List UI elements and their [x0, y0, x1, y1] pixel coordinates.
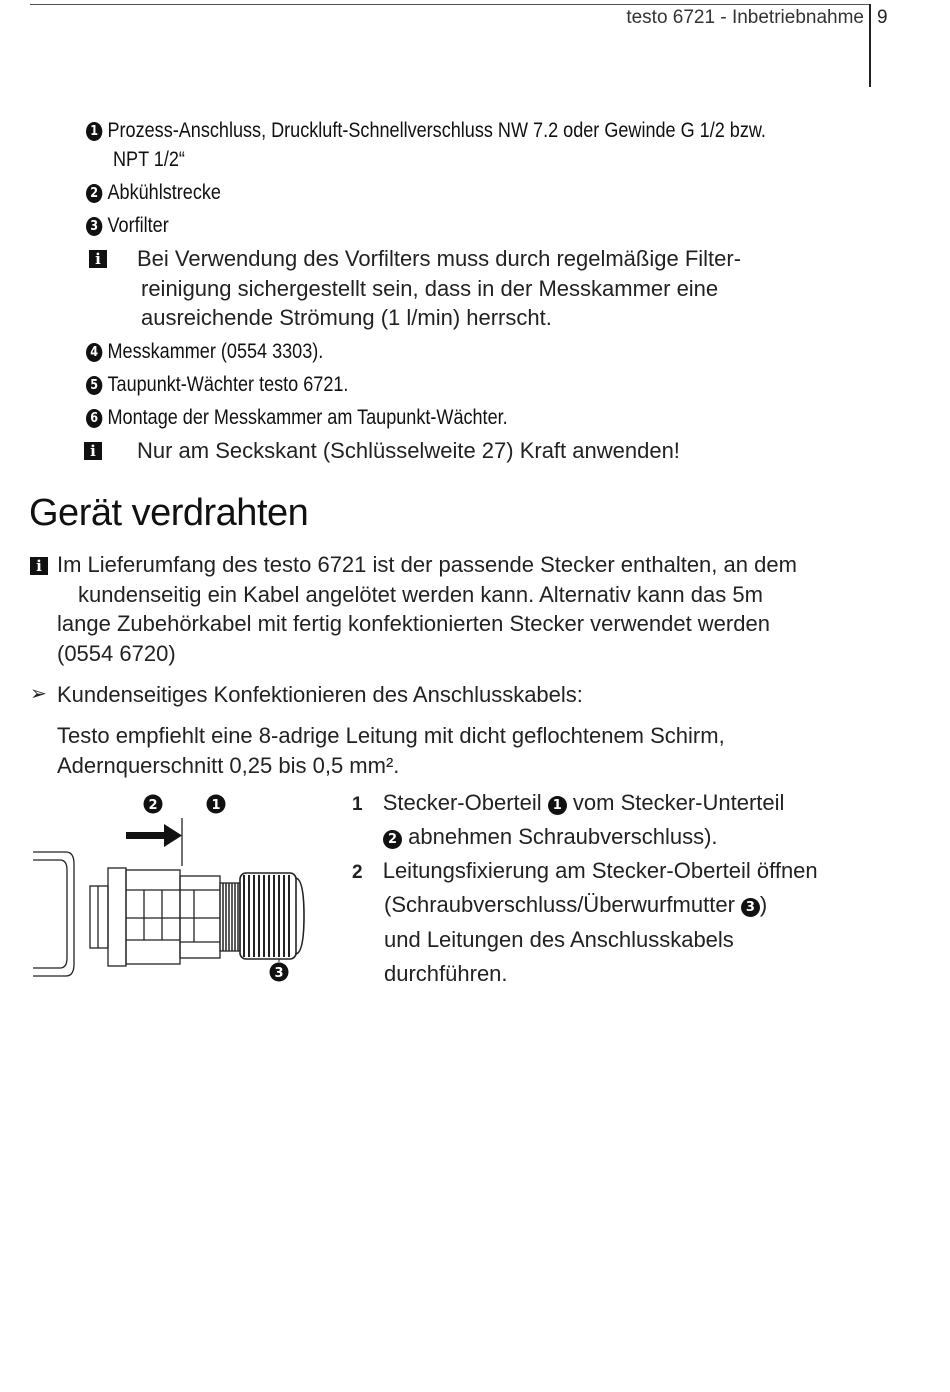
info-icon: i — [30, 557, 48, 575]
step-1-text-c: abnehmen Schraubverschluss). — [408, 824, 718, 849]
step-1-number: 1 — [352, 794, 363, 815]
connector-drawing — [30, 790, 320, 990]
legend-item-3 — [86, 211, 169, 240]
step-1-text-a: Stecker-Oberteil — [382, 790, 542, 815]
step-2 — [352, 856, 818, 888]
step-1-ref1-icon: 1 — [548, 796, 567, 815]
info-paragraph-line1: Im Lieferumfang des testo 6721 ist der passende Stecker enthalten, an dem — [57, 552, 797, 577]
callout-4-icon: 4 — [86, 343, 102, 362]
legend-item-5-text: Taupunkt-Wächter testo 6721. — [107, 373, 349, 396]
connector-figure — [30, 790, 320, 990]
step-2-text-a: Leitungsfixierung am Stecker-Oberteil öffnen — [382, 858, 818, 883]
legend-item-1 — [86, 116, 766, 145]
page-number: 9 — [877, 7, 888, 28]
legend-item-2 — [86, 178, 221, 207]
header-rule — [30, 4, 870, 5]
figure-callout-top-right: 1 — [211, 798, 221, 813]
legend-item-2-text: Abkühlstrecke — [107, 181, 221, 204]
legend-item-1-continued: NPT 1/2“ — [113, 148, 185, 171]
callout-3-marker — [270, 963, 289, 982]
recommendation-line2: Adernquerschnitt 0,25 bis 0,5 mm². — [57, 753, 400, 778]
recommendation-line1: Testo empfiehlt eine 8-adrige Leitung mit dicht geflochtenem Schirm, — [57, 723, 725, 748]
figure-callout-bottom: 3 — [274, 966, 284, 981]
info-paragraph-line2: kundenseitig ein Kabel angelötet werden kann. Alternativ kann das 5m — [78, 582, 763, 607]
step-2-text-c: ) — [759, 892, 768, 917]
step-2-ref-icon: 3 — [741, 898, 760, 917]
callout-5-icon: 5 — [86, 376, 102, 395]
note-wrench-size: Nur am Seckskant (Schlüsselweite 27) Kraft anwenden! — [137, 438, 680, 463]
task-arrow-icon: ➢ — [30, 683, 47, 705]
callout-2-marker — [144, 795, 163, 814]
step-1 — [352, 788, 784, 820]
step-2-line4: durchführen. — [384, 961, 508, 986]
info-icon: i — [89, 250, 107, 268]
legend-item-5 — [86, 370, 348, 399]
section-heading: Gerät verdrahten — [29, 492, 309, 534]
step-1-text-b: vom Stecker-Unterteil — [572, 790, 785, 815]
header-divider — [869, 4, 871, 87]
legend-item-6 — [86, 403, 508, 432]
step-2-number: 2 — [352, 862, 363, 883]
step-1-ref2-icon: 2 — [383, 830, 402, 849]
note-vorfilter-line3: ausreichende Strömung (1 l/min) herrscht. — [141, 305, 552, 330]
step-2-text-b: (Schraubverschluss/Überwurfmutter — [384, 892, 735, 917]
info-paragraph-line4: (0554 6720) — [57, 641, 176, 666]
page-header-title: testo 6721 - Inbetriebnahme — [626, 7, 864, 28]
legend-item-1-text: Prozess-Anschluss, Druckluft-Schnellverschluss NW 7.2 oder Gewinde G 1/2 bzw. — [107, 119, 766, 142]
callout-1-icon: 1 — [86, 122, 102, 141]
callout-1-marker — [207, 795, 226, 814]
step-2-line3: und Leitungen des Anschlusskabels — [384, 927, 734, 952]
callout-6-icon: 6 — [86, 409, 102, 428]
task-heading: Kundenseitiges Konfektionieren des Anschlusskabels: — [57, 682, 583, 707]
step-2-line2 — [384, 890, 767, 920]
connector-body — [33, 852, 220, 976]
legend-item-4 — [86, 337, 323, 366]
legend-item-3-text: Vorfilter — [107, 214, 169, 237]
callout-2-icon: 2 — [86, 184, 102, 203]
note-vorfilter-line2: reinigung sichergestellt sein, dass in der Messkammer eine — [141, 276, 719, 301]
callout-3-icon: 3 — [86, 217, 102, 236]
note-vorfilter-line1: Bei Verwendung des Vorfilters muss durch regelmäßige Filter- — [137, 246, 742, 271]
info-paragraph-line3: lange Zubehörkabel mit fertig konfektionierten Stecker verwendet werden — [57, 611, 770, 636]
step-1-line2 — [383, 822, 718, 852]
union-nut — [220, 873, 304, 962]
figure-callout-top-left: 2 — [148, 798, 158, 813]
legend-item-4-text: Messkammer (0554 3303). — [107, 340, 324, 363]
info-icon: i — [84, 442, 102, 460]
legend-item-6-text: Montage der Messkammer am Taupunkt-Wächter. — [107, 406, 508, 429]
direction-arrow — [126, 818, 182, 866]
